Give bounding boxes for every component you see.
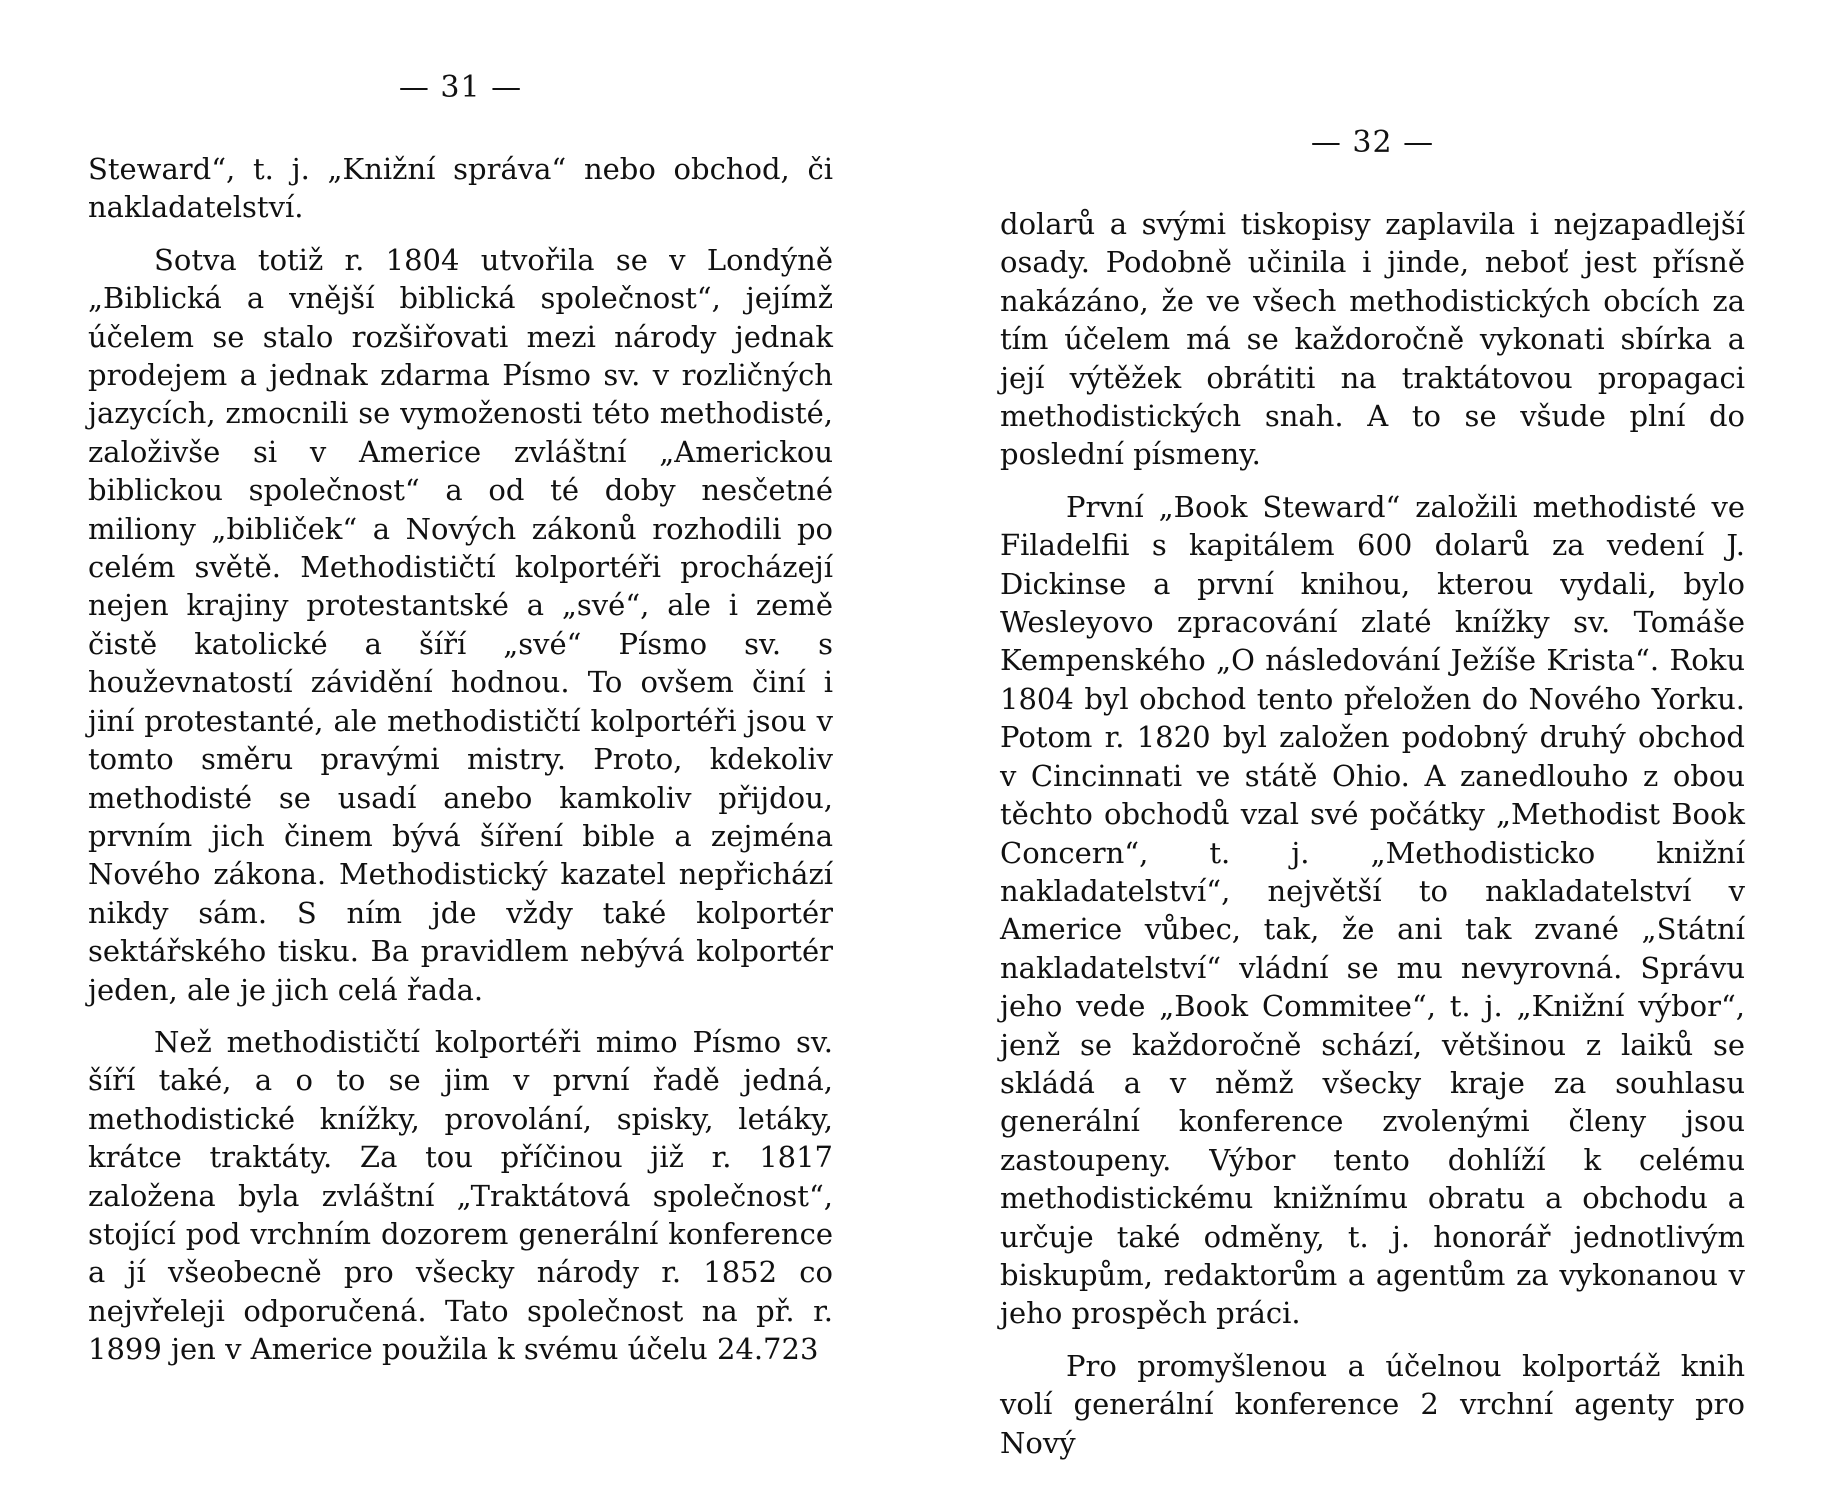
left-page-text (88, 150, 833, 1369)
right-paragraph-1: dolarů a svými tiskopisy zaplavila i nejzapadlejší osady. Podobně učinila i jinde, neboť jest přísně nakázáno, že ve všech methodistických obcích za tím účelem má se každoročně vykonati sbírka a její výtěžek obrátiti na traktátovou propagaci methodistických snah. A to se všude plní do poslední písmeny. (1000, 207, 1745, 472)
right-paragraph-3: Pro promyšlenou a účelnou kolportáž knih volí generální konference 2 vrchní agenty pro Nový (1000, 1348, 1745, 1460)
right-page-text (1000, 205, 1745, 1462)
page-number-left: — 31 — (398, 70, 523, 105)
left-paragraph-1: Steward“, t. j. „Knižní správa“ nebo obchod, či nakladatelství. (88, 152, 833, 225)
page-number-right: — 32 — (1310, 125, 1435, 160)
left-paragraph-3: Než methodističtí kolportéři mimo Písmo sv. šíří také, a o to se jim v první řadě jedná, methodistické knížky, provolání, spisky, letáky, krátce traktáty. Za tou příčinou již r. 1817 založena byla zvláštní „Traktátová společnost“, stojící pod vrchním dozorem generální konference a jí všeobecně pro všecky národy r. 1852 co nejvřeleji odporučená. Tato společnost na př. r. 1899 jen v Americe použila k svému účelu 24.723 (88, 1024, 833, 1367)
left-paragraph-2: Sotva totiž r. 1804 utvořila se v Londýně „Biblická a vnější biblická společnost“, jejímž účelem se stalo rozšiřovati mezi národy jednak prodejem a jednak zdarma Písmo sv. v rozličných jazycích, zmocnili se vymoženosti této methodisté, založivše si v Americe zvláštní „Americkou biblickou společnost“ a od té doby nesčetné miliony „bibliček“ a Nových zákonů rozhodili po celém světě. Methodističtí kolportéři procházejí nejen krajiny protestantské a „své“, ale i země čistě katolické a šíří „své“ Písmo sv. s houževnatostí závidění hodnou. To ovšem činí i jiní protestanté, ale methodističtí kolportéři jsou v tomto směru pravými mistry. Proto, kdekoliv methodisté se usadí anebo kamkoliv přijdou, prvním jich činem bývá šíření bible a zejména Nového zákona. Methodistický kazatel nepřichází nikdy sám. S ním jde vždy také kolportér sektářského tisku. Ba pravidlem nebývá kolportér jeden, ale je jich celá řada. (88, 242, 833, 1007)
right-paragraph-2: První „Book Steward“ založili methodisté ve Filadelfii s kapitálem 600 dolarů za vedení J. Dickinse a první knihou, kterou vydali, bylo Wesleyovo zpracování zlaté knížky sv. Tomáše Kempenského „O následování Ježíše Krista“. Roku 1804 byl obchod tento přeložen do Nového Yorku. Potom r. 1820 byl založen podobný druhý obchod v Cincinnati ve státě Ohio. A zanedlouho z obou těchto obchodů vzal své počátky „Methodist Book Concern“, t. j. „Methodisticko knižní nakladatelství“, největší to nakladatelství v Americe vůbec, tak, že ani tak zvané „Státní nakladatelství“ vládní se mu nevyrovná. Správu jeho vede „Book Commitee“, t. j. „Knižní výbor“, jenž se každoročně schází, většinou z laiků se skládá a v němž všecky kraje za souhlasu generální konference zvolenými členy jsou zastoupeny. Výbor tento dohlíží k celému methodistickému knižnímu obratu a obchodu a určuje také odměny, t. j. honorář jednotlivým biskupům, redaktorům a agentům za vykonanou v jeho prospěch práci. (1000, 489, 1745, 1331)
